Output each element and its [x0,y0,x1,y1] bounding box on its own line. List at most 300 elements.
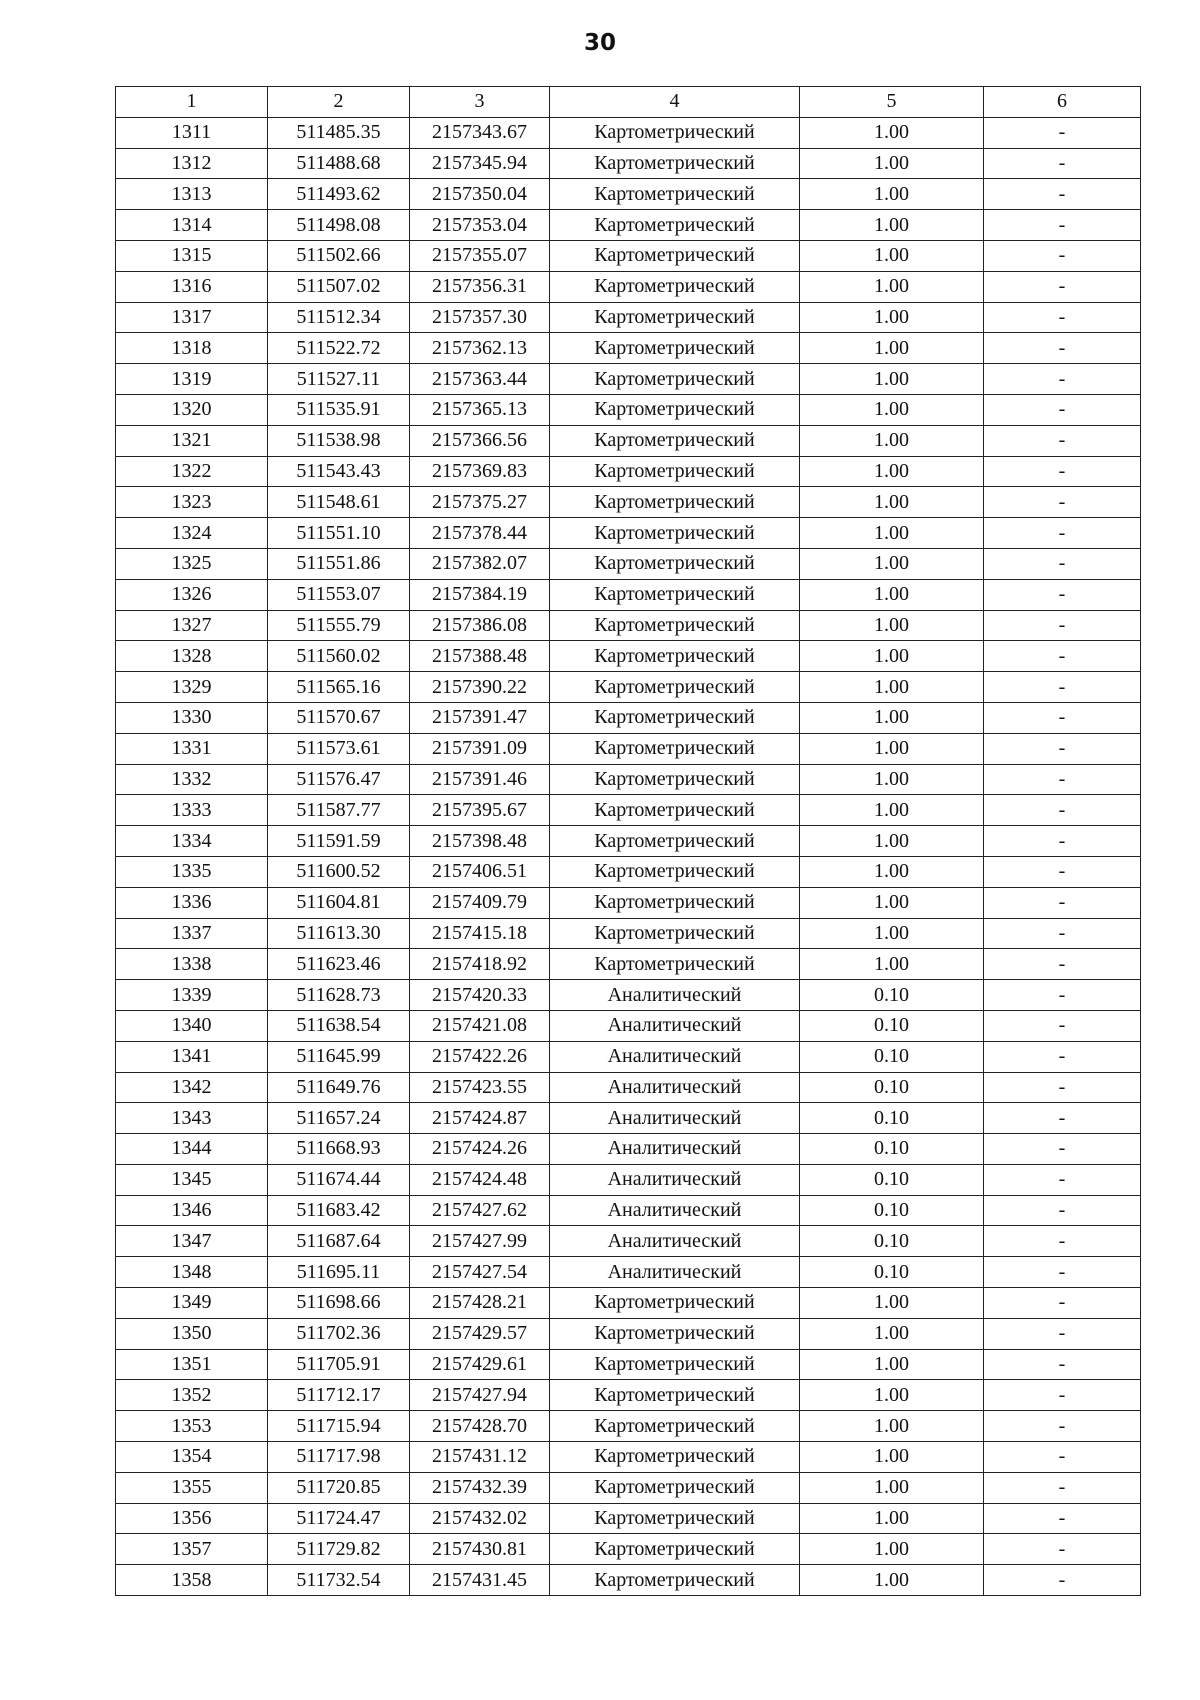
table-cell: 1.00 [800,887,984,918]
table-cell: 2157421.08 [410,1010,550,1041]
table-row [116,179,1141,210]
table-cell: Картометрический [550,425,800,456]
table-cell: 2157366.56 [410,425,550,456]
table-cell: 2157363.44 [410,364,550,395]
table-cell: 2157390.22 [410,672,550,703]
table-row [116,764,1141,795]
table-row [116,1472,1141,1503]
header-cell: 4 [550,87,800,118]
table-cell: 2157365.13 [410,394,550,425]
table-cell: 2157355.07 [410,240,550,271]
table-cell: 1347 [116,1226,268,1257]
table-cell: 511485.35 [268,117,410,148]
table-cell: - [984,1565,1141,1596]
table-row [116,1103,1141,1134]
table-cell: 2157369.83 [410,456,550,487]
table-cell: 1.00 [800,1318,984,1349]
table-cell: 511712.17 [268,1380,410,1411]
table-row [116,518,1141,549]
table-cell: 511628.73 [268,980,410,1011]
table-cell: Картометрический [550,148,800,179]
table-cell: 0.10 [800,1010,984,1041]
table-cell: 1346 [116,1195,268,1226]
table-cell: 2157398.48 [410,826,550,857]
table-cell: Картометрический [550,887,800,918]
table-cell: 1311 [116,117,268,148]
table-cell: - [984,1072,1141,1103]
table-row [116,117,1141,148]
table-cell: 511657.24 [268,1103,410,1134]
table-cell: - [984,918,1141,949]
table-cell: 1319 [116,364,268,395]
table-cell: 511715.94 [268,1411,410,1442]
table-cell: 2157415.18 [410,918,550,949]
table-cell: 511512.34 [268,302,410,333]
table-cell: Картометрический [550,210,800,241]
table-cell: 1314 [116,210,268,241]
table-cell: Картометрический [550,179,800,210]
table-cell: - [984,1380,1141,1411]
table-cell: 2157345.94 [410,148,550,179]
table-cell: 1341 [116,1041,268,1072]
table-cell: 2157382.07 [410,548,550,579]
table-cell: Аналитический [550,1195,800,1226]
table-cell: 1358 [116,1565,268,1596]
table-cell: Картометрический [550,1503,800,1534]
table-cell: 1312 [116,148,268,179]
table-cell: 1.00 [800,610,984,641]
table-cell: 511555.79 [268,610,410,641]
table-cell: 511705.91 [268,1349,410,1380]
table-cell: Аналитический [550,1164,800,1195]
table-cell: - [984,271,1141,302]
table-cell: 511551.86 [268,548,410,579]
table-cell: 1.00 [800,1380,984,1411]
table-cell: Картометрический [550,271,800,302]
table-cell: 2157386.08 [410,610,550,641]
table-cell: 511732.54 [268,1565,410,1596]
table-cell: 1332 [116,764,268,795]
table-cell: 1.00 [800,117,984,148]
table-cell: 2157391.09 [410,733,550,764]
table-cell: 1.00 [800,949,984,980]
table-cell: 1.00 [800,210,984,241]
table-row [116,918,1141,949]
table-cell: 1318 [116,333,268,364]
table-cell: 1.00 [800,240,984,271]
table-cell: - [984,826,1141,857]
table-cell: Аналитический [550,1041,800,1072]
table-cell: Картометрический [550,487,800,518]
table-cell: - [984,240,1141,271]
table-cell: 2157384.19 [410,579,550,610]
table-cell: 0.10 [800,1195,984,1226]
table-cell: - [984,887,1141,918]
table-cell: 2157357.30 [410,302,550,333]
table-row [116,1072,1141,1103]
table-cell: 1.00 [800,1411,984,1442]
table-cell: 1.00 [800,826,984,857]
table-cell: 2157418.92 [410,949,550,980]
table-cell: 511683.42 [268,1195,410,1226]
table-cell: 1.00 [800,1349,984,1380]
table-cell: 511587.77 [268,795,410,826]
table-cell: - [984,1288,1141,1319]
table-cell: 2157420.33 [410,980,550,1011]
table-cell: 2157378.44 [410,518,550,549]
table-cell: 1.00 [800,795,984,826]
table-cell: 2157409.79 [410,887,550,918]
table-cell: 2157431.45 [410,1565,550,1596]
table-cell: - [984,1534,1141,1565]
table-cell: - [984,949,1141,980]
table-cell: - [984,1411,1141,1442]
table-cell: Картометрический [550,579,800,610]
table-cell: 511674.44 [268,1164,410,1195]
table-cell: 2157428.70 [410,1411,550,1442]
header-cell: 6 [984,87,1141,118]
table-cell: - [984,117,1141,148]
table-cell: 511649.76 [268,1072,410,1103]
table-cell: Картометрический [550,1380,800,1411]
table-cell: 2157428.21 [410,1288,550,1319]
table-row [116,456,1141,487]
table-cell: 2157356.31 [410,271,550,302]
table-row [116,826,1141,857]
table-cell: 1338 [116,949,268,980]
table-cell: - [984,702,1141,733]
table-cell: - [984,795,1141,826]
table-cell: Картометрический [550,764,800,795]
table-row [116,1195,1141,1226]
table-row [116,1041,1141,1072]
table-cell: 1323 [116,487,268,518]
table-cell: 1331 [116,733,268,764]
table-cell: - [984,394,1141,425]
table-cell: - [984,210,1141,241]
table-row [116,610,1141,641]
table-cell: 1333 [116,795,268,826]
table-row [116,240,1141,271]
table-cell: 1.00 [800,548,984,579]
table-cell: 1.00 [800,456,984,487]
table-cell: 511702.36 [268,1318,410,1349]
table-cell: - [984,302,1141,333]
table-cell: 511543.43 [268,456,410,487]
table-cell: 511698.66 [268,1288,410,1319]
table-cell: 1.00 [800,271,984,302]
table-cell: Картометрический [550,518,800,549]
table-row [116,271,1141,302]
table-cell: 511720.85 [268,1472,410,1503]
table-cell: 511645.99 [268,1041,410,1072]
table-cell: 1339 [116,980,268,1011]
table-cell: 1316 [116,271,268,302]
table-row [116,1257,1141,1288]
table-cell: - [984,1442,1141,1473]
table-cell: 1340 [116,1010,268,1041]
table-cell: 511604.81 [268,887,410,918]
table-row [116,1411,1141,1442]
table-cell: 511565.16 [268,672,410,703]
table-cell: 2157427.99 [410,1226,550,1257]
table-row [116,1565,1141,1596]
table-cell: 2157353.04 [410,210,550,241]
table-cell: 1353 [116,1411,268,1442]
table-cell: - [984,1318,1141,1349]
table-cell: 1.00 [800,364,984,395]
table-cell: Аналитический [550,980,800,1011]
header-row [116,87,1141,118]
table-cell: - [984,1041,1141,1072]
table-cell: 1.00 [800,518,984,549]
table-cell: - [984,1195,1141,1226]
table-cell: 2157423.55 [410,1072,550,1103]
table-row [116,1226,1141,1257]
table-cell: 1313 [116,179,268,210]
table-row [116,733,1141,764]
table-row [116,548,1141,579]
table-cell: 1335 [116,856,268,887]
table-cell: 2157362.13 [410,333,550,364]
table-cell: 511591.59 [268,826,410,857]
table-cell: 1326 [116,579,268,610]
table-cell: Картометрический [550,641,800,672]
table-row [116,856,1141,887]
table-cell: 2157375.27 [410,487,550,518]
table-cell: 511502.66 [268,240,410,271]
table-row [116,702,1141,733]
header-cell: 3 [410,87,550,118]
header-cell: 1 [116,87,268,118]
table-cell: 1350 [116,1318,268,1349]
table-row [116,487,1141,518]
table-cell: 1334 [116,826,268,857]
table-row [116,1318,1141,1349]
table-cell: 0.10 [800,1134,984,1165]
table-cell: 511535.91 [268,394,410,425]
table-cell: - [984,548,1141,579]
table-cell: 0.10 [800,1103,984,1134]
table-row [116,641,1141,672]
table-cell: 2157350.04 [410,179,550,210]
table-cell: 511548.61 [268,487,410,518]
table-row [116,364,1141,395]
table-row [116,148,1141,179]
table-cell: 511527.11 [268,364,410,395]
table-cell: 1.00 [800,672,984,703]
table-cell: 2157427.62 [410,1195,550,1226]
table-cell: 1356 [116,1503,268,1534]
table-cell: Картометрический [550,672,800,703]
table-cell: 511570.67 [268,702,410,733]
table-cell: 1328 [116,641,268,672]
table-row [116,1503,1141,1534]
table-cell: Картометрический [550,364,800,395]
table-cell: 511613.30 [268,918,410,949]
table-cell: 511717.98 [268,1442,410,1473]
table-cell: - [984,1226,1141,1257]
table-cell: - [984,456,1141,487]
table-row [116,1134,1141,1165]
table-cell: 511695.11 [268,1257,410,1288]
table-cell: 1.00 [800,1288,984,1319]
table-cell: 2157422.26 [410,1041,550,1072]
table-cell: - [984,1349,1141,1380]
table-cell: 511553.07 [268,579,410,610]
table-cell: Картометрический [550,1442,800,1473]
table-cell: 511493.62 [268,179,410,210]
table-cell: - [984,641,1141,672]
table-cell: Аналитический [550,1226,800,1257]
table-cell: 511538.98 [268,425,410,456]
table-row [116,949,1141,980]
table-cell: 1.00 [800,394,984,425]
table-cell: Картометрический [550,733,800,764]
table-cell: 1.00 [800,702,984,733]
table-cell: 1352 [116,1380,268,1411]
table-cell: Картометрический [550,918,800,949]
table-cell: 0.10 [800,1072,984,1103]
table-cell: - [984,856,1141,887]
table-cell: 1357 [116,1534,268,1565]
table-cell: - [984,672,1141,703]
table-cell: 1320 [116,394,268,425]
table-cell: Картометрический [550,856,800,887]
table-cell: 1.00 [800,333,984,364]
table-cell: 2157429.61 [410,1349,550,1380]
table-cell: 2157429.57 [410,1318,550,1349]
table-cell: Картометрический [550,610,800,641]
coordinates-table [115,86,1141,1596]
table-row [116,1534,1141,1565]
table-cell: Картометрический [550,1288,800,1319]
table-cell: 2157432.02 [410,1503,550,1534]
table-cell: - [984,1103,1141,1134]
table-cell: 2157430.81 [410,1534,550,1565]
table-cell: 2157391.46 [410,764,550,795]
table-cell: 1.00 [800,579,984,610]
table-cell: Картометрический [550,702,800,733]
table-header [116,87,1141,118]
table-cell: Картометрический [550,795,800,826]
table-cell: 1322 [116,456,268,487]
table-row [116,1349,1141,1380]
table-cell: Картометрический [550,826,800,857]
table-row [116,1164,1141,1195]
table-cell: 1.00 [800,302,984,333]
table-cell: Картометрический [550,302,800,333]
table-cell: Картометрический [550,1349,800,1380]
table-row [116,672,1141,703]
table-cell: Аналитический [550,1257,800,1288]
header-cell: 5 [800,87,984,118]
table-cell: 1.00 [800,641,984,672]
table-row [116,795,1141,826]
table-cell: 511573.61 [268,733,410,764]
table-cell: - [984,579,1141,610]
table-cell: 1349 [116,1288,268,1319]
table-cell: 1.00 [800,918,984,949]
table-cell: Картометрический [550,394,800,425]
table-cell: - [984,179,1141,210]
table-cell: 1330 [116,702,268,733]
table-cell: 511576.47 [268,764,410,795]
table-cell: - [984,1010,1141,1041]
table-cell: 2157427.54 [410,1257,550,1288]
table-cell: - [984,733,1141,764]
table-cell: 1355 [116,1472,268,1503]
table-cell: 511623.46 [268,949,410,980]
table-cell: Картометрический [550,1565,800,1596]
table-cell: Картометрический [550,1472,800,1503]
table-row [116,210,1141,241]
table-cell: 2157343.67 [410,117,550,148]
table-cell: 2157424.26 [410,1134,550,1165]
table-cell: 2157424.48 [410,1164,550,1195]
table-row [116,425,1141,456]
table-cell: 1.00 [800,1503,984,1534]
table-cell: 1.00 [800,425,984,456]
table-cell: - [984,1503,1141,1534]
table-cell: Картометрический [550,1318,800,1349]
table-row [116,1380,1141,1411]
table-cell: 1348 [116,1257,268,1288]
table-cell: 1.00 [800,856,984,887]
table-cell: 511638.54 [268,1010,410,1041]
table-row [116,1010,1141,1041]
table-cell: 511488.68 [268,148,410,179]
table-cell: 0.10 [800,1257,984,1288]
table-cell: 1.00 [800,148,984,179]
table-cell: - [984,518,1141,549]
table-cell: Картометрический [550,1534,800,1565]
table-cell: - [984,1472,1141,1503]
table-cell: 1.00 [800,1565,984,1596]
table-cell: 0.10 [800,980,984,1011]
table-cell: 511729.82 [268,1534,410,1565]
table-cell: 1351 [116,1349,268,1380]
table-cell: 511507.02 [268,271,410,302]
table-cell: 511600.52 [268,856,410,887]
table-cell: Картометрический [550,1411,800,1442]
table-cell: Аналитический [550,1072,800,1103]
table-cell: 1336 [116,887,268,918]
table-cell: 511551.10 [268,518,410,549]
table-cell: Аналитический [550,1103,800,1134]
table-cell: 1329 [116,672,268,703]
table-cell: Картометрический [550,240,800,271]
table-cell: - [984,425,1141,456]
table-cell: 2157432.39 [410,1472,550,1503]
table-cell: Картометрический [550,117,800,148]
table-row [116,333,1141,364]
table-cell: 1.00 [800,733,984,764]
table-cell: 0.10 [800,1041,984,1072]
table-cell: Картометрический [550,333,800,364]
table-cell: Картометрический [550,949,800,980]
table-cell: 1345 [116,1164,268,1195]
table-cell: 1342 [116,1072,268,1103]
table-cell: - [984,764,1141,795]
table-cell: 1.00 [800,487,984,518]
table-row [116,394,1141,425]
table-cell: 1321 [116,425,268,456]
table-cell: - [984,333,1141,364]
table-cell: 1324 [116,518,268,549]
table-cell: - [984,980,1141,1011]
table-row [116,579,1141,610]
